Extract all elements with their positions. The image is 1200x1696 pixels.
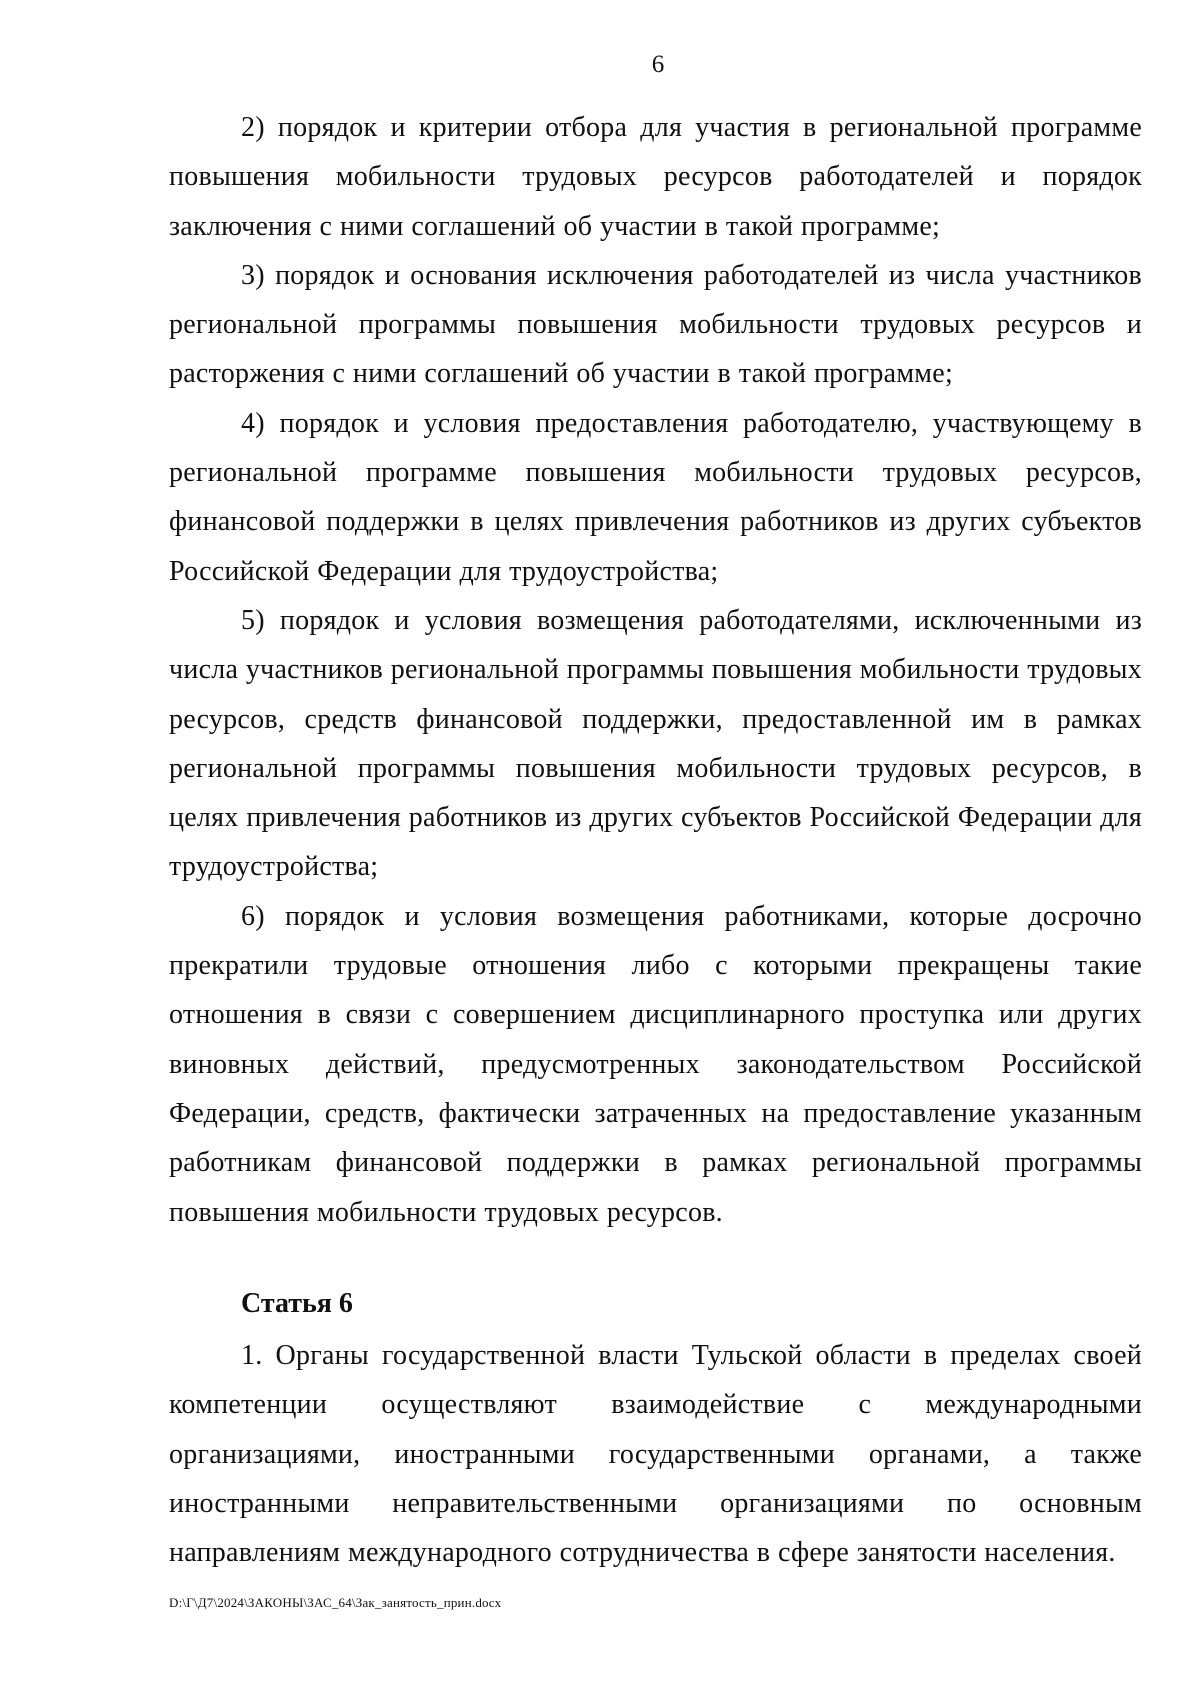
list-item-6: 6) порядок и условия возмещения работниками, которые досрочно прекратили трудовые отношения либо с которыми прекращены такие отношения в связи с совершением дисциплинарного проступка или других виновных действий, предусмотренных законодательством Российской Федерации, средств, фактически затраченных на предоставление указанным работникам финансовой поддержки в рамках региональной программы повышения мобильности трудовых ресурсов. xyxy=(169,900,1142,1228)
list-item-4: 4) порядок и условия предоставления работодателю, участвующему в региональной программе повышения мобильности трудовых ресурсов, финансовой поддержки в целях привлечения работников из других субъектов Российской Федерации для трудоустройства; xyxy=(169,407,1142,587)
file-path-footer: D:\Г\Д7\2024\ЗАКОНЫ\ЗАС_64\Зак_занятость_прин.docx xyxy=(169,1595,502,1610)
list-item-3: 3) порядок и основания исключения работодателей из числа участников региональной программы повышения мобильности трудовых ресурсов и расторжения с ними соглашений об участии в такой программе; xyxy=(169,259,1142,390)
article-title: Статья 6 xyxy=(241,1288,353,1319)
article-paragraph-1: 1. Органы государственной власти Тульской области в пределах своей компетенции осуществляют взаимодействие с международными организациями, иностранными государственными органами, а также иностранными неправительственными организациями по основным направлениям международного сотрудничества в сфере занятости населения. xyxy=(169,1340,1142,1569)
article-6-section xyxy=(169,1283,1142,1577)
page-number: 6 xyxy=(651,51,665,78)
list-item-5: 5) порядок и условия возмещения работодателями, исключенными из числа участников региональной программы повышения мобильности трудовых ресурсов, средств финансовой поддержки, предоставленной им в рамках региональной программы повышения мобильности трудовых ресурсов, в целях привлечения работников из других субъектов Российской Федерации для трудоустройства; xyxy=(169,604,1142,883)
list-section xyxy=(169,103,1142,1237)
list-item-2: 2) порядок и критерии отбора для участия в региональной программе повышения мобильности трудовых ресурсов работодателей и порядок заключения с ними соглашений об участии в такой программе; xyxy=(169,112,1142,242)
